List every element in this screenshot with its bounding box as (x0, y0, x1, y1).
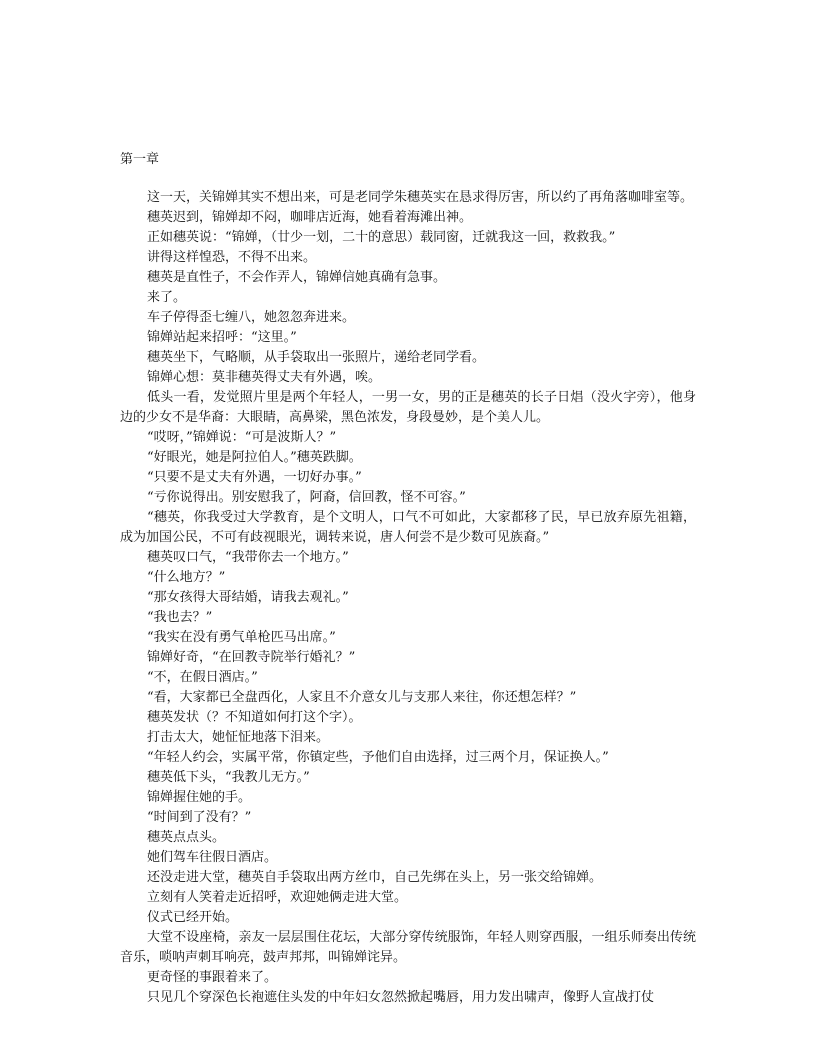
paragraph: “只要不是丈夫有外遇，一切好办事。” (147, 470, 362, 485)
paragraph: 更奇怪的事跟着来了。 (147, 970, 278, 985)
paragraph: “时间到了没有？” (147, 810, 252, 825)
paragraph: 车子停得歪七缠八，她忽忽奔进来。 (147, 310, 356, 325)
paragraph: 锦婵心想：莫非穗英得丈夫有外遇，唉。 (147, 370, 382, 385)
paragraph: 穗英低下头，“我教儿无方。” (147, 770, 310, 785)
paragraph: 只见几个穿深色长袍遮住头发的中年妇女忽然掀起嘴唇，用力发出啸声，像野人宣战打仗 (147, 990, 655, 1005)
paragraph: 立刻有人笑着走近招呼，欢迎她俩走进大堂。 (147, 890, 408, 905)
paragraph: “年轻人约会，实属平常，你镇定些，予他们自由选择，过三两个月，保证换人。” (147, 750, 609, 765)
paragraph: “不，在假日酒店。” (147, 670, 258, 685)
paragraph: 仪式已经开始。 (147, 910, 239, 925)
paragraph: 锦婵好奇，“在回教寺院举行婚礼？” (147, 650, 356, 665)
paragraph: 低头一看，发觉照片里是两个年轻人，一男一女，男的正是穗英的长子日焻（没火字旁），他身边的少女不是华裔：大眼睛，高鼻梁，黑色浓发，身段曼妙，是个美人儿。 (120, 390, 696, 425)
chapter-title: 第一章 (120, 152, 160, 167)
paragraph: 穗英叹口气，“我带你去一个地方。” (147, 550, 349, 565)
document-body (120, 188, 696, 1008)
paragraph: “好眼光，她是阿拉伯人。”穗英跌脚。 (147, 450, 362, 465)
paragraph: 这一天，关锦婵其实不想出来，可是老同学朱穗英实在恳求得厉害，所以约了再角落咖啡室等。 (147, 190, 694, 205)
paragraph: 大堂不设座椅，亲友一层层围住花坛，大部分穿传统服饰，年轻人则穿西服，一组乐师奏出传统音乐，唢呐声刺耳响亮，鼓声邦邦，叫锦婵诧异。 (120, 930, 696, 965)
document-page (120, 150, 696, 1008)
paragraph: “哎呀，”锦婵说：“可是波斯人？” (147, 430, 337, 445)
paragraph: “那女孩得大哥结婚，请我去观礼。” (147, 590, 349, 605)
paragraph: “我实在没有勇气单枪匹马出席。” (147, 630, 336, 645)
paragraph: “我也去？” (147, 610, 213, 625)
paragraph: “看，大家都已全盘西化，人家且不介意女儿与支那人来往，你还想怎样？” (147, 690, 577, 705)
paragraph: 锦婵站起来招呼：“这里。” (147, 330, 297, 345)
paragraph: 穗英是直性子，不会作弄人，锦婵信她真确有急事。 (147, 270, 447, 285)
paragraph: 打击太大，她怔怔地落下泪来。 (147, 730, 330, 745)
paragraph: 穗英发状（？不知道如何打这个字）。 (147, 710, 362, 725)
paragraph: “亏你说得出。别安慰我了，阿裔，信回教，怪不可容。” (147, 490, 466, 505)
paragraph: 正如穗英说：“锦婵，（廿少一划，二十的意思）载同窗，迁就我这一回，救救我。” (147, 230, 616, 245)
paragraph: “穗英，你我受过大学教育，是个文明人，口气不可如此，大家都移了民，早已放弃原先祖籍，成为加国公民，不可有歧视眼光，调转来说，唐人何尝不是少数可见族裔。” (120, 510, 696, 545)
paragraph: 穗英迟到，锦婵却不闷，咖啡店近海，她看着海滩出神。 (147, 210, 473, 225)
paragraph: 来了。 (147, 290, 187, 305)
paragraph: 穗英点点头。 (147, 830, 226, 845)
paragraph: “什么地方？” (147, 570, 226, 585)
paragraph: 锦婵握住她的手。 (147, 790, 252, 805)
paragraph: 讲得这样惶恐，不得不出来。 (147, 250, 317, 265)
paragraph: 还没走进大堂，穗英自手袋取出两方丝巾，自己先绑在头上，另一张交给锦婵。 (147, 870, 603, 885)
paragraph: 穗英坐下，气略顺，从手袋取出一张照片，递给老同学看。 (147, 350, 486, 365)
paragraph: 她们驾车往假日酒店。 (147, 850, 278, 865)
